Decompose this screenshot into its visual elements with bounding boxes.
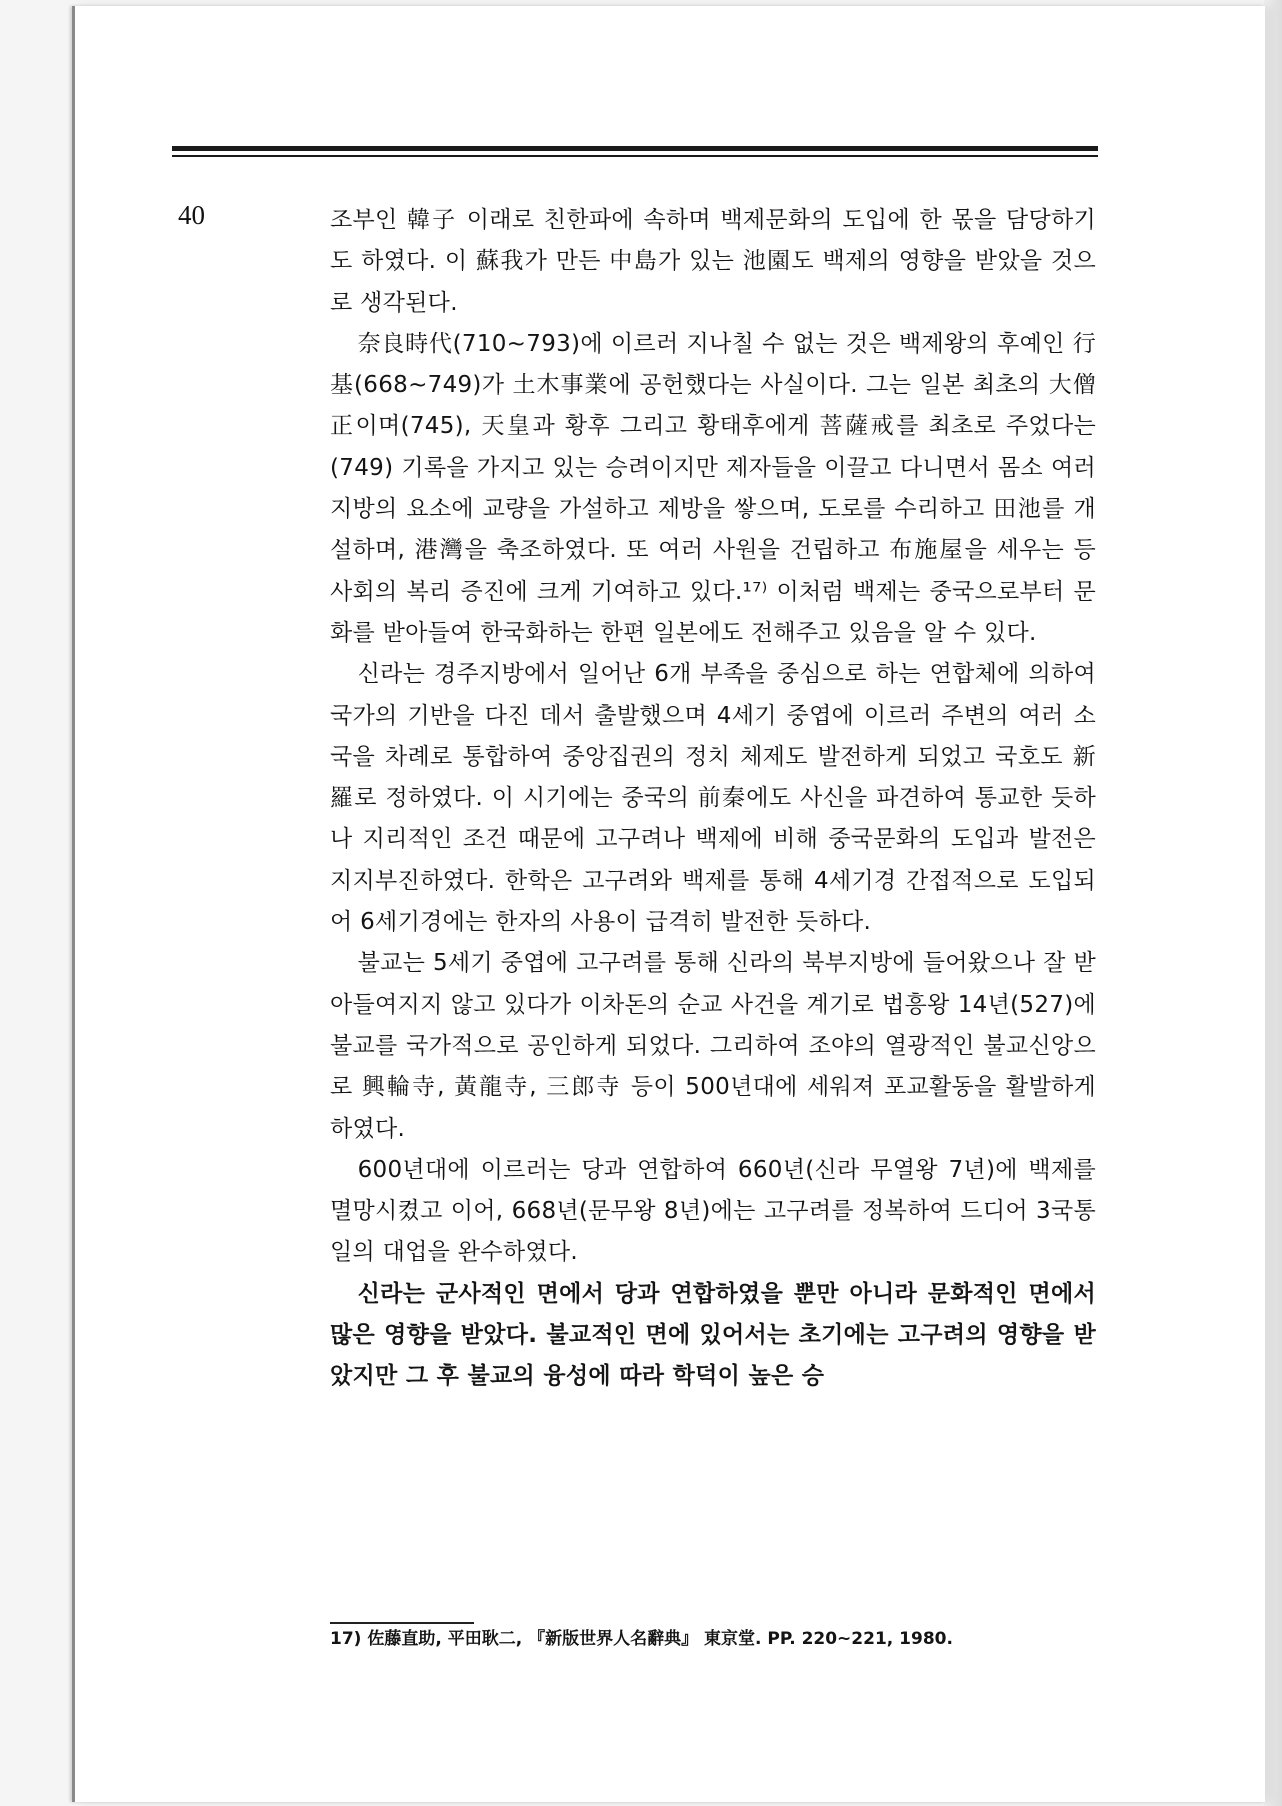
footnote-17: 17) 佐藤直助, 平田耿二, 『新版世界人名辭典』 東京堂. PP. 220~221, 1980.	[330, 1629, 953, 1649]
page-number: 40	[178, 200, 205, 230]
paragraph-5: 600년대에 이르러는 당과 연합하여 660년(신라 무열왕 7년)에 백제를 멸망시켰고 이어, 668년(문무왕 8년)에는 고구려를 정복하여 드디어 3국통일의 대업을 완수하였다.	[330, 1156, 1096, 1266]
paragraph-6: 신라는 군사적인 면에서 당과 연합하였을 뿐만 아니라 문화적인 면에서 많은 영향을 받았다. 불교적인 면에 있어서는 초기에는 고구려의 영향을 받았지만 그 후 불교의 융성에 따라 학덕이 높은 승	[330, 1280, 1096, 1390]
header-rule-thin	[172, 155, 1098, 157]
paragraph-2: 奈良時代(710~793)에 이르러 지나칠 수 없는 것은 백제왕의 후예인 行基(668~749)가 土木事業에 공헌했다는 사실이다. 그는 일본 최초의 大僧正이며(745), 天皇과 황후 그리고 황태후에게 菩薩戒를 최초로 주었다는(749) 기록을 가지고 있는 승려이지만 제자들을 이끌고 다니면서 몸소 여러 지방의 요소에 교량을 가설하고 제방을 쌓으며, 도로를 수리하고 田池를 개설하며, 港灣을 축조하였다. 또 여러 사원을 건립하고 布施屋을 세우는 등 사회의 복리 증진에 크게 기여하고 있다.¹⁷⁾ 이처럼 백제는 중국으로부터 문화를 받아들여 한국화하는 한편 일본에도 전해주고 있음을 알 수 있다.	[330, 330, 1096, 646]
page-edge	[1264, 0, 1282, 1806]
body-text	[330, 200, 1096, 1398]
paragraph-1: 조부인 韓子 이래로 친한파에 속하며 백제문화의 도입에 한 몫을 담당하기도 하였다. 이 蘇我가 만든 中島가 있는 池園도 백제의 영향을 받았을 것으로 생각된다.	[330, 207, 1096, 316]
paragraph-3: 신라는 경주지방에서 일어난 6개 부족을 중심으로 하는 연합체에 의하여 국가의 기반을 다진 데서 출발했으며 4세기 중엽에 이르러 주변의 여러 소국을 차례로 통합하여 중앙집권의 정치 체제도 발전하게 되었고 국호도 新羅로 정하였다. 이 시기에는 중국의 前秦에도 사신을 파견하여 통교한 듯하나 지리적인 조건 때문에 고구려나 백제에 비해 중국문화의 도입과 발전은 지지부진하였다. 한학은 고구려와 백제를 통해 4세기경 간접적으로 도입되어 6세기경에는 한자의 사용이 급격히 발전한 듯하다.	[330, 661, 1096, 936]
paragraph-4: 불교는 5세기 중엽에 고구려를 통해 신라의 북부지방에 들어왔으나 잘 받아들여지지 않고 있다가 이차돈의 순교 사건을 계기로 법흥왕 14년(527)에 불교를 국가적으로 공인하게 되었다. 그리하여 조야의 열광적인 불교신앙으로 興輪寺, 黃龍寺, 三郎寺 등이 500년대에 세워져 포교활동을 활발하게 하였다.	[330, 950, 1096, 1142]
header-rule-thick	[172, 146, 1098, 151]
